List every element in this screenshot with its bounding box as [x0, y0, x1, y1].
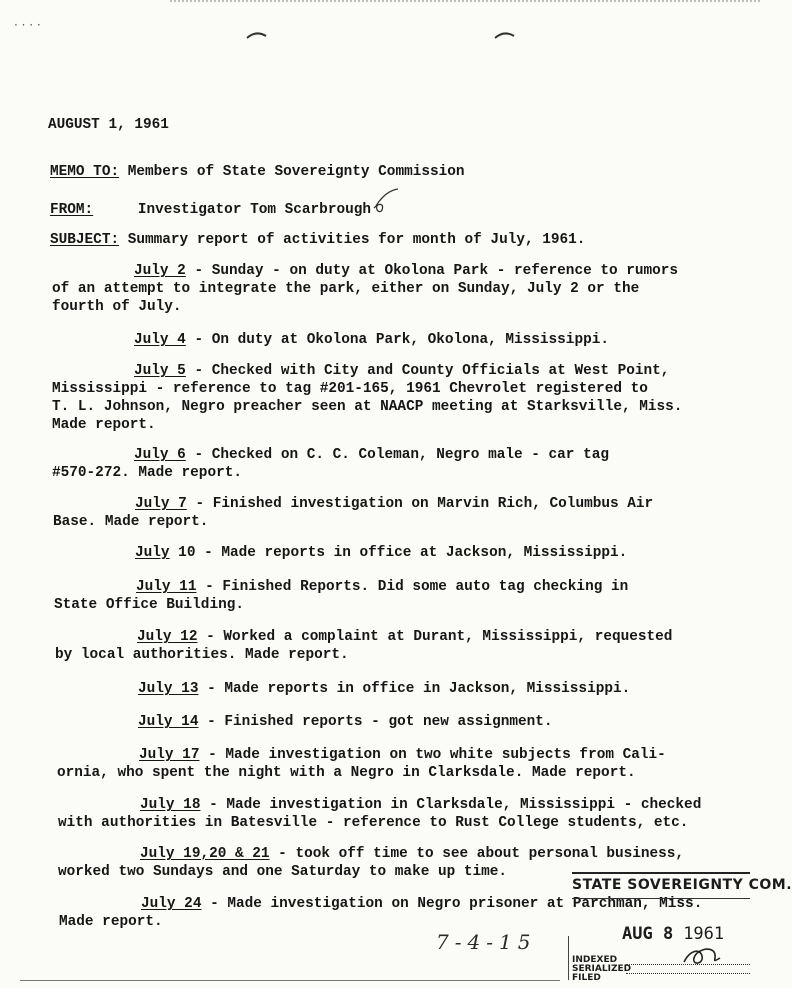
- entry-text-line: - Checked on C. C. Coleman, Negro male - car tag: [185, 447, 609, 463]
- stamp-label-filed: FILED: [572, 973, 601, 983]
- entry-text-line: of an attempt to integrate the park, either on Sunday, July 2 or the: [52, 281, 640, 297]
- page-top-border: [170, 0, 760, 2]
- punch-mark-icon: [494, 30, 516, 40]
- entry-july-6: [52, 446, 609, 482]
- entry-text-line: worked two Sundays and one Saturday to make up time.: [58, 864, 508, 880]
- entry-july-2: [52, 262, 678, 316]
- entry-date: July 18: [140, 797, 201, 813]
- checkmark-icon: [372, 186, 402, 214]
- handwritten-initials-icon: [680, 944, 726, 970]
- entry-text-line: #570-272. Made report.: [52, 465, 242, 481]
- memo-to-value: Members of State Sovereignty Commission: [119, 164, 465, 180]
- entry-text-line: - Finished Reports. Did some auto tag checking in: [196, 579, 629, 595]
- entry-date: July 7: [135, 496, 187, 512]
- entry-july-10: [53, 544, 627, 562]
- entry-date: July 6: [134, 447, 186, 463]
- entry-text-line: - Worked a complaint at Durant, Mississippi, requested: [197, 629, 673, 645]
- entry-july-5: [52, 362, 682, 434]
- entry-text-line: - took off time to see about personal business,: [269, 846, 685, 862]
- stamp-date: AUG 8: [622, 924, 674, 944]
- stamp-year: 1961: [683, 924, 725, 944]
- memo-to-line: [50, 163, 465, 181]
- subject-label: SUBJECT:: [50, 232, 120, 248]
- entry-text-line: Made report.: [52, 417, 156, 433]
- entry-july-17: [57, 746, 666, 782]
- entry-july-13: [56, 680, 630, 698]
- subject-value: Summary report of activities for month of July, 1961.: [119, 232, 586, 248]
- entry-text-line: with authorities in Batesville - reference to Rust College students, etc.: [58, 815, 689, 831]
- received-stamp: [568, 866, 792, 983]
- entry-date: July: [135, 545, 170, 561]
- entry-text-line: - Finished reports - got new assignment.: [198, 714, 553, 730]
- entry-text-line: Made report.: [59, 914, 163, 930]
- entry-july-4: [52, 331, 609, 349]
- entry-text-line: by local authorities. Made report.: [55, 647, 349, 663]
- entry-text-line: T. L. Johnson, Negro preacher seen at NAACP meeting at Starksville, Miss.: [52, 399, 683, 415]
- stamp-dotted-line: [626, 964, 750, 965]
- entry-text-line: Mississippi - reference to tag #201-165, 1961 Chevrolet registered to: [52, 381, 648, 397]
- entry-date: July 2: [134, 263, 186, 279]
- entry-text-line: fourth of July.: [52, 299, 182, 315]
- entry-text-line: ornia, who spent the night with a Negro in Clarksdale. Made report.: [57, 765, 636, 781]
- from-label: FROM:: [50, 202, 94, 218]
- entry-july-14: [56, 713, 553, 731]
- entry-text-line: - On duty at Okolona Park, Okolona, Mississippi.: [185, 332, 609, 348]
- stamp-divider: [568, 936, 569, 980]
- handwritten-file-number: 7-4-15: [436, 930, 537, 954]
- entry-text-line: - Made reports in office in Jackson, Mississippi.: [198, 681, 631, 697]
- stamp-header: STATE SOVEREIGNTY COM.: [572, 872, 750, 899]
- entry-text-line: 10 - Made reports in office at Jackson, Mississippi.: [169, 545, 628, 561]
- entry-text-line: - Sunday - on duty at Okolona Park - reference to rumors: [185, 263, 679, 279]
- entry-date: July 17: [139, 747, 200, 763]
- entry-july-18: [58, 796, 701, 832]
- stamp-dotted-line: [626, 973, 750, 974]
- entry-date: July 12: [137, 629, 198, 645]
- entry-text-line: State Office Building.: [54, 597, 244, 613]
- stamp-label-serialized: SERIALIZED: [572, 964, 632, 974]
- entry-date: July 19,20 & 21: [140, 846, 270, 862]
- stamp-label-indexed: INDEXED: [572, 955, 618, 965]
- entry-july-7: [53, 495, 653, 531]
- entry-date: July 14: [138, 714, 199, 730]
- entry-july-12: [55, 628, 672, 664]
- stamp-date-line: [622, 924, 724, 944]
- memo-date: AUGUST 1, 1961: [48, 117, 169, 133]
- entry-text-line: - Made investigation on Negro prisoner at Parchman, Miss.: [201, 896, 703, 912]
- entry-text-line: - Made investigation in Clarksdale, Mississippi - checked: [200, 797, 702, 813]
- entry-date: July 5: [134, 363, 186, 379]
- entry-text-line: Base. Made report.: [53, 514, 209, 530]
- from-value: Investigator Tom Scarbrough: [137, 202, 371, 218]
- punch-mark-icon: [246, 30, 268, 40]
- from-line: [50, 201, 371, 219]
- entry-date: July 11: [136, 579, 197, 595]
- corner-marks: · · · ·: [14, 18, 41, 32]
- entry-date: July 4: [134, 332, 186, 348]
- memo-to-label: MEMO TO:: [50, 164, 120, 180]
- entry-text-line: - Made investigation on two white subjects from Cali-: [199, 747, 666, 763]
- entry-text-line: - Checked with City and County Officials at West Point,: [185, 363, 670, 379]
- entry-date: July 13: [138, 681, 199, 697]
- bottom-rule: [20, 980, 560, 981]
- subject-line: [50, 231, 585, 249]
- entry-date: July 24: [141, 896, 202, 912]
- entry-text-line: - Finished investigation on Marvin Rich, Columbus Air: [186, 496, 654, 512]
- entry-july-11: [54, 578, 628, 614]
